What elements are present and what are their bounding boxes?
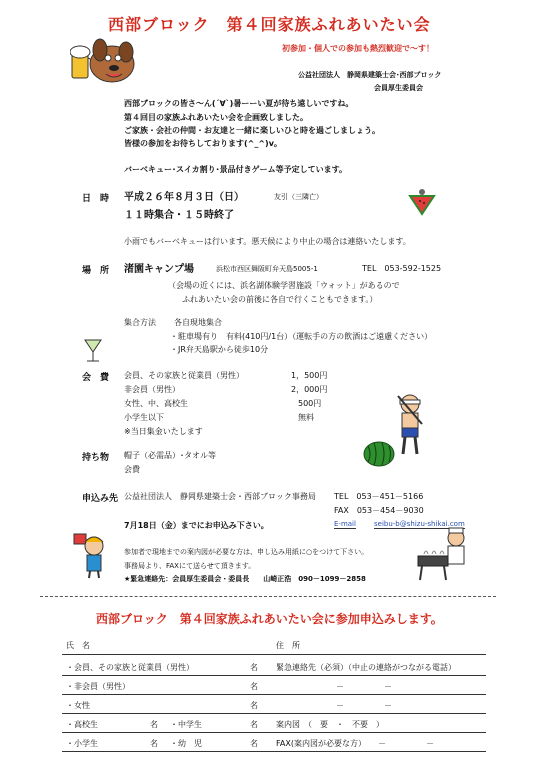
- form-row-female: ・女性: [66, 701, 90, 710]
- page-title: 西部ブロック 第４回家族ふれあいたい会: [108, 15, 431, 34]
- note-line-1: 参加者で現地までの案内図が必要な方は、申し込み用紙に○をつけて下さい。: [124, 548, 369, 556]
- bring-label: 持ち物: [82, 453, 110, 463]
- boy-with-stick-icon: [392, 392, 428, 458]
- dog-mascot-icon: [70, 30, 140, 90]
- place-note-2: ふれあいたい会の前後に各自で行くこともできます。）: [182, 295, 378, 304]
- form-rule: [62, 713, 486, 714]
- form-title: 西部ブロック 第４回家族ふれあいたい会に参加申込みします。: [96, 612, 443, 626]
- date-note: 友引（三隣亡）: [274, 193, 323, 201]
- bring-line-2: 会費: [124, 465, 140, 474]
- intro-line-4: 皆様の参加をお待ちしております(^_^)v。: [124, 139, 282, 148]
- fee-row-name: 非会員（男性）: [124, 385, 180, 394]
- apply-deadline: 7月18日（金）までにお申込み下さい。: [124, 521, 269, 530]
- organizer-committee: 会員厚生委員会: [374, 84, 423, 92]
- bbq-grill-icon: [416, 526, 472, 582]
- fax-field[interactable]: FAX(案内図が必要な方） － －: [276, 739, 434, 748]
- date-value: 平成２６年８月３日（日）: [124, 192, 244, 203]
- fee-row-name: 小学生以下: [124, 413, 164, 422]
- fee-row-price: 無料: [298, 413, 314, 422]
- apply-org: 公益社団法人 静岡県建築士会・西部ブロック事務局: [124, 492, 316, 501]
- unit-label: 名: [250, 701, 258, 710]
- note-line-2: 事務局より、FAXにて送らせて頂きます。: [124, 562, 256, 570]
- form-row-infant: ・幼 児: [170, 739, 202, 748]
- unit-label: 名: [250, 682, 258, 691]
- place-note-1: （会場の近くには、浜名湖体験学習施設「ウォット」があるので: [168, 281, 400, 290]
- place-tel: TEL 053-592-1525: [362, 264, 442, 273]
- meeting-train: ・JR弁天島駅から徒歩10分: [170, 345, 269, 354]
- activities: バーベキュー･スイカ割り･景品付きゲーム等予定しています。: [124, 165, 347, 174]
- form-row-member: ・会員、その家族と従業員（男性）: [66, 663, 194, 672]
- fee-row-price: 2，000円: [291, 385, 328, 394]
- watermelon-icon: [362, 438, 396, 468]
- email-label: E-mail: [334, 520, 356, 528]
- form-row-highschool: ・高校生: [66, 720, 98, 729]
- rain-note: 小雨でもバーベキューは行います。悪天候により中止の場合は連絡いたします。: [124, 237, 411, 246]
- intro-line-1: 西部ブロックの皆さ～ん(´∀`)暑ーーい夏が待ち遠しいですね。: [124, 99, 354, 108]
- form-rule: [62, 654, 486, 655]
- subtitle: 初参加・個人での参加も熱烈歓迎で～す！: [282, 44, 434, 53]
- fee-row-price: 1，500円: [291, 371, 328, 380]
- fee-label: 会 費: [82, 373, 110, 383]
- cut-line: [40, 596, 496, 597]
- meeting-label: 集合方法: [124, 318, 156, 327]
- place-label: 場 所: [82, 266, 110, 276]
- drink-glass-icon: [82, 336, 104, 364]
- place-name: 渚園キャンプ場: [124, 264, 194, 275]
- email-link[interactable]: seibu-b@shizu-shikai.com: [374, 520, 465, 528]
- date-time: １１時集合・１５時終了: [124, 210, 234, 221]
- apply-label: 申込み先: [82, 494, 119, 504]
- intro-line-2: 第４回目の家族ふれあいたい会を企画致しました。: [124, 113, 308, 122]
- form-row-elementary: ・小学生: [66, 739, 98, 748]
- form-row-middleschool: ・中学生: [170, 720, 202, 729]
- unit-label: 名: [250, 663, 258, 672]
- unit-label: 名: [150, 739, 158, 748]
- form-rule: [62, 751, 486, 752]
- form-rule: [62, 694, 486, 695]
- meeting-value: 各自現地集合: [174, 318, 222, 327]
- unit-label: 名: [150, 720, 158, 729]
- phone-field-1[interactable]: － －: [336, 682, 392, 691]
- fee-row-name: 女性、中、高校生: [124, 399, 188, 408]
- date-label: 日 時: [82, 194, 110, 204]
- name-label: 氏 名: [66, 641, 90, 650]
- girl-waving-icon: [72, 530, 112, 580]
- watermelon-slice-icon: [408, 188, 436, 216]
- form-rule: [62, 732, 486, 733]
- unit-label: 名: [250, 720, 258, 729]
- place-address: 浜松市西区舞阪町弁天島5005-1: [216, 265, 318, 273]
- address-label: 住 所: [276, 641, 300, 650]
- emergency-field-label: 緊急連絡先（必須）（中止の連絡がつながる電話）: [276, 663, 456, 672]
- unit-label: 名: [250, 739, 258, 748]
- fee-row-name: 会員、その家族と従業員（男性）: [124, 371, 244, 380]
- intro-line-3: ご家族・会社の仲間・お友達と一緒に楽しいひと時を過ごしましょう。: [124, 126, 380, 135]
- apply-tel: TEL 053－451－5166: [334, 492, 424, 501]
- fee-note: ※当日集金いたします: [124, 427, 203, 436]
- bring-line-1: 帽子（必需品）･タオル等: [124, 451, 216, 460]
- emergency-contact: ★緊急連絡先：会員厚生委員会・委員長 山崎正浩 090－1099－2858: [124, 575, 366, 583]
- form-row-nonmember: ・非会員（男性）: [66, 682, 130, 691]
- form-rule: [62, 675, 486, 676]
- phone-field-2[interactable]: － －: [336, 701, 392, 710]
- map-request-field[interactable]: 案内図 （ 要 ・ 不要 ）: [276, 720, 384, 729]
- fee-row-price: 500円: [298, 399, 322, 408]
- apply-fax: FAX 053－454－9030: [334, 506, 424, 515]
- meeting-parking: ・駐車場有り 有料(410円/1台）（運転手の方の飲酒はご遠慮ください）: [170, 332, 433, 341]
- organizer-name: 公益社団法人 静岡県建築士会･西部ブロック: [298, 71, 442, 79]
